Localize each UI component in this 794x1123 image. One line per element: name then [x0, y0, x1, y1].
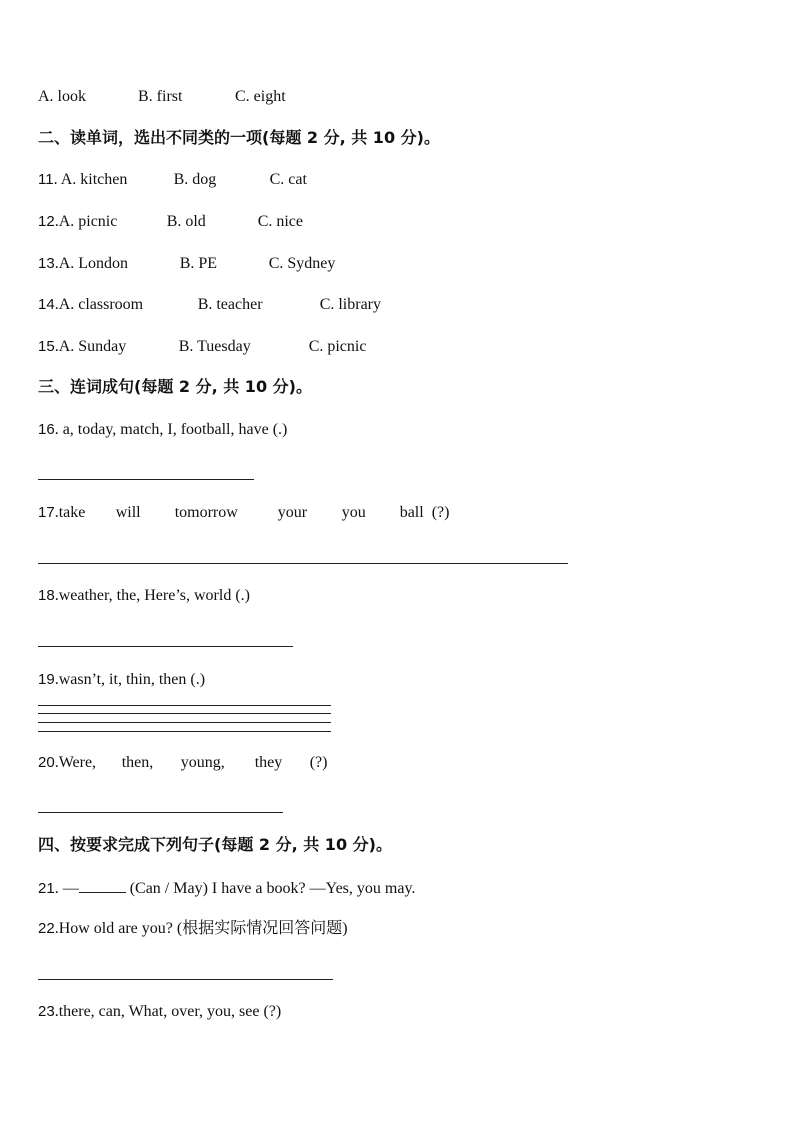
word: you	[341, 504, 366, 521]
question-13	[38, 254, 335, 274]
question-18	[38, 586, 250, 606]
question-23	[38, 1002, 281, 1022]
question-20	[38, 753, 327, 773]
option-c: C. eight	[235, 88, 286, 105]
option-c: C. picnic	[308, 338, 367, 355]
question-number: 23	[38, 1003, 55, 1020]
option-b: B. old	[166, 213, 206, 230]
word: (?)	[431, 504, 450, 521]
option-b: B. first	[138, 88, 183, 105]
answer-line	[38, 713, 331, 714]
option-a: . A. kitchen	[53, 171, 128, 188]
option-b: B. dog	[173, 171, 217, 188]
answer-line	[38, 722, 331, 723]
question-number: 11	[38, 171, 54, 188]
question-15	[38, 337, 366, 357]
question-prefix: . —	[54, 880, 79, 897]
question-22	[38, 919, 348, 939]
option-c: C. library	[319, 296, 382, 313]
word: will	[115, 504, 141, 521]
question-12	[38, 212, 303, 232]
answer-line	[38, 705, 331, 706]
question-number: 20	[38, 754, 55, 771]
question-number: 17	[38, 504, 55, 521]
question-text: .wasn’t, it, thin, then (.)	[54, 671, 206, 688]
question-text: .How old are you? (根据实际情况回答问题)	[54, 920, 348, 937]
question-number: 14	[38, 296, 55, 313]
word: .take	[54, 504, 86, 521]
option-b: B. Tuesday	[178, 338, 251, 355]
word: then,	[121, 754, 154, 771]
option-c: C. cat	[269, 171, 307, 188]
question-14	[38, 295, 381, 315]
option-a: A. look	[38, 88, 86, 105]
word: tomorrow	[174, 504, 238, 521]
question-text: .there, can, What, over, you, see (?)	[54, 1003, 282, 1020]
fill-in-blank	[79, 878, 126, 893]
question-number: 12	[38, 213, 55, 230]
question-text: (Can / May) I have a book? —Yes, you may.	[125, 880, 416, 897]
question-16	[38, 420, 287, 440]
question-number: 22	[38, 920, 55, 937]
word: ball	[399, 504, 424, 521]
answer-line	[38, 563, 568, 564]
question-number: 13	[38, 255, 55, 272]
word: your	[277, 504, 308, 521]
question-number: 21	[38, 880, 55, 897]
word: young,	[180, 754, 225, 771]
answer-line	[38, 979, 333, 980]
option-c: C. nice	[257, 213, 304, 230]
question-19	[38, 670, 205, 690]
option-a: .A. London	[54, 255, 129, 272]
question-number: 15	[38, 338, 55, 355]
option-c: C. Sydney	[268, 255, 336, 272]
word: (?)	[309, 754, 328, 771]
question-21	[38, 878, 415, 899]
option-a: .A. classroom	[54, 296, 144, 313]
answer-line	[38, 646, 293, 647]
word: .Were,	[54, 754, 97, 771]
answer-line	[38, 731, 331, 732]
question-text: .weather, the, Here’s, world (.)	[54, 587, 250, 604]
question-number: 18	[38, 587, 55, 604]
section-4-heading: 四、按要求完成下列句子(每题 2 分, 共 10 分)。	[38, 835, 392, 854]
question-number: 16	[38, 421, 55, 438]
word: they	[254, 754, 283, 771]
question-17	[38, 503, 449, 523]
question-number: 19	[38, 671, 55, 688]
question-text: . a, today, match, I, football, have (.)	[54, 421, 288, 438]
options-row-10	[38, 87, 286, 107]
option-a: .A. Sunday	[54, 338, 127, 355]
option-a: .A. picnic	[54, 213, 118, 230]
option-b: B. teacher	[197, 296, 263, 313]
question-11	[38, 170, 307, 190]
section-2-heading: 二、读单词，选出不同类的一项(每题 2 分, 共 10 分)。	[38, 128, 440, 147]
answer-line	[38, 479, 254, 480]
option-b: B. PE	[179, 255, 218, 272]
section-3-heading: 三、连词成句(每题 2 分, 共 10 分)。	[38, 377, 312, 396]
answer-line	[38, 812, 283, 813]
